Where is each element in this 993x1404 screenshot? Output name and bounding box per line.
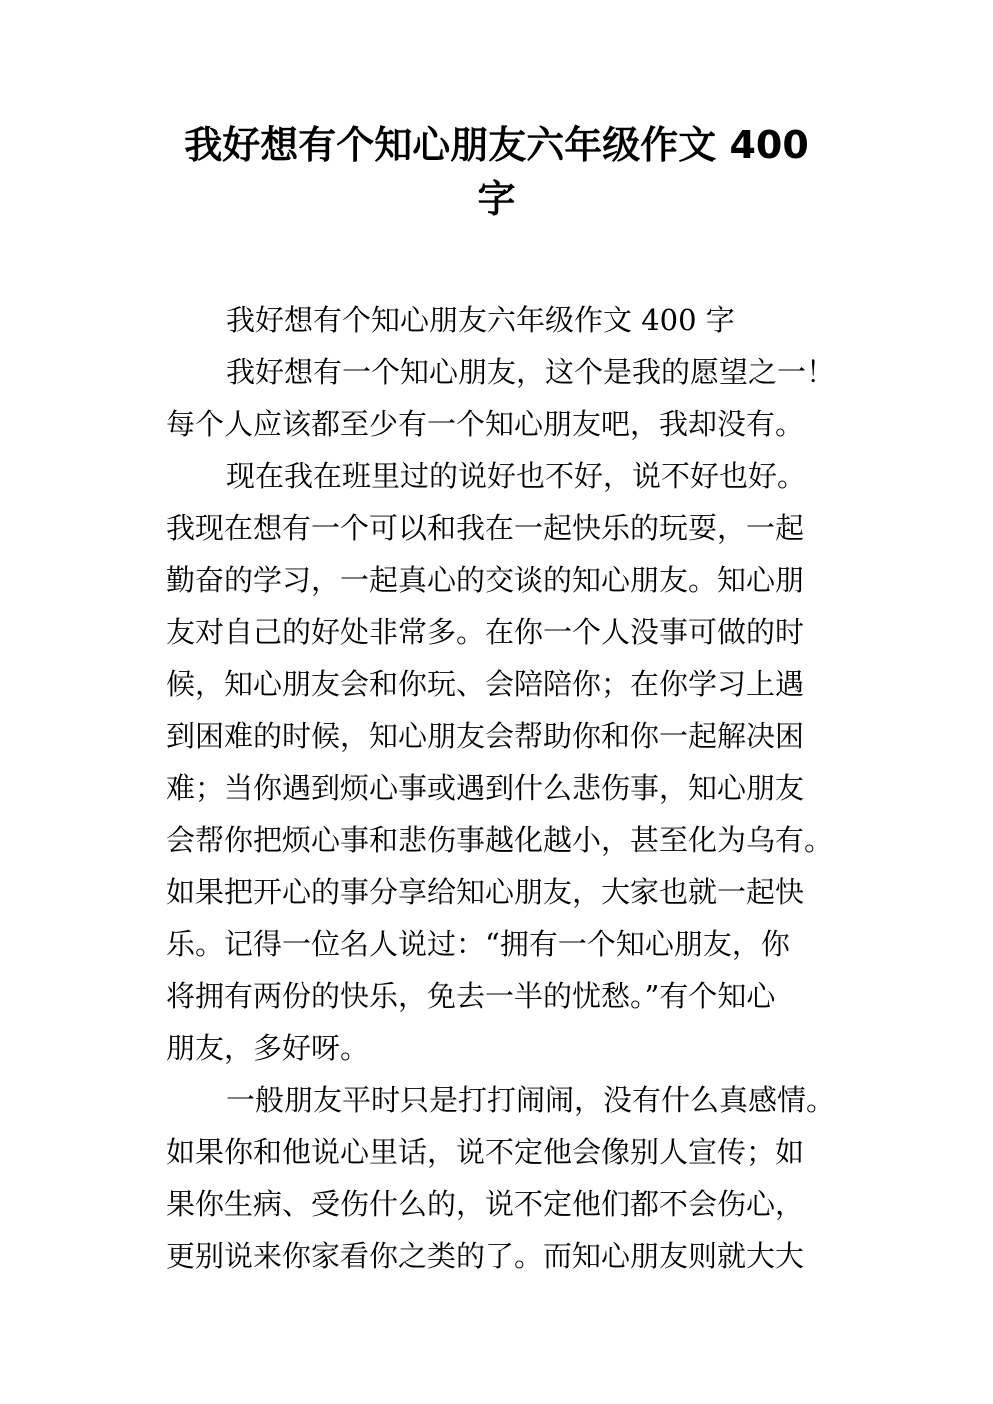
text-line: 我现在想有一个可以和我在一起快乐的玩耍，一起: [166, 511, 805, 545]
text-line: 友对自己的好处非常多。在你一个人没事可做的时: [166, 615, 805, 649]
text-line: 乐。记得一位名人说过：“拥有一个知心朋友，你: [166, 927, 790, 961]
text-line: 候，知心朋友会和你玩、会陪陪你；在你学习上遇: [166, 667, 805, 701]
text-line: 勤奋的学习，一起真心的交谈的知心朋友。知心朋: [166, 563, 805, 597]
text-line: 如果你和他说心里话，说不定他会像别人宣传；如: [166, 1135, 805, 1169]
text-line: 我好想有个知心朋友六年级作文 400 字: [226, 303, 735, 337]
text-line: 难；当你遇到烦心事或遇到什么悲伤事，知心朋友: [166, 771, 805, 805]
text-line: 现在我在班里过的说好也不好，说不好也好。: [226, 459, 807, 493]
text-line: 会帮你把烦心事和悲伤事越化越小，甚至化为乌有。: [166, 823, 834, 857]
text-line: 到困难的时候，知心朋友会帮助你和你一起解决困: [166, 719, 805, 753]
document-body: [166, 294, 856, 1282]
title-line-2: 字: [477, 177, 516, 221]
text-line: 更别说来你家看你之类的了。而知心朋友则就大大: [166, 1239, 805, 1273]
title-line-1: 我好想有个知心朋友六年级作文 400: [184, 123, 809, 167]
text-line: 朋友，多好呀。: [166, 1031, 370, 1065]
text-line: 果你生病、受伤什么的，说不定他们都不会伤心，: [166, 1187, 805, 1221]
text-line: 一般朋友平时只是打打闹闹，没有什么真感情。: [226, 1083, 836, 1117]
text-line: 每个人应该都至少有一个知心朋友吧，我却没有。: [166, 407, 805, 441]
text-line: 如果把开心的事分享给知心朋友，大家也就一起快: [166, 875, 805, 909]
document-title: [150, 118, 843, 226]
text-line: 将拥有两份的快乐，免去一半的忧愁。”有个知心: [166, 979, 776, 1013]
text-line: 我好想有一个知心朋友，这个是我的愿望之一！: [226, 355, 836, 389]
